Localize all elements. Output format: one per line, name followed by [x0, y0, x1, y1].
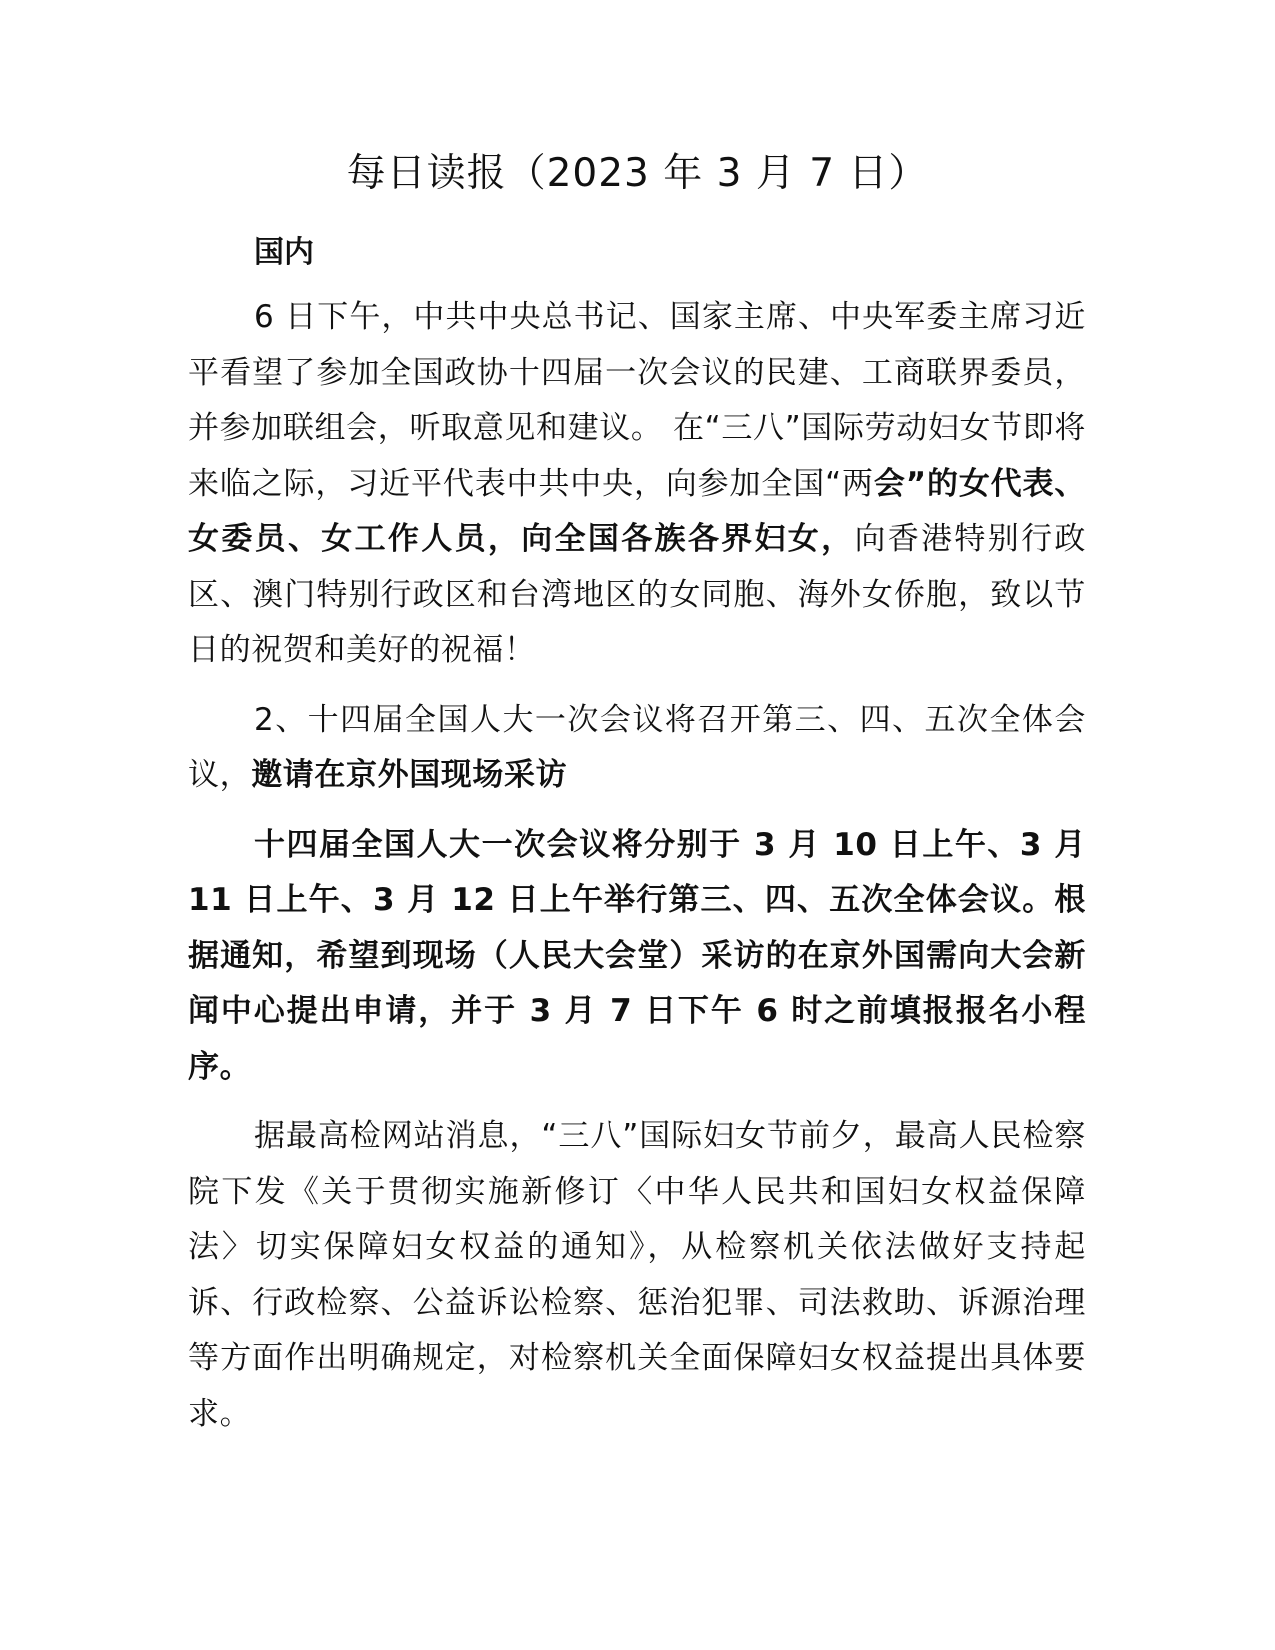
paragraph-1	[188, 290, 1086, 679]
paragraph-4	[188, 1109, 1086, 1442]
paragraph-1-text-a: 6 日下午，中共中央总书记、国家主席、中央军委主席习近平看望了参加全国政协十四届一次会议的民建、工商联界委员，并参加联组会，听取意见和建议。 在“三八”国际劳动妇女节即将来临之际，习近平代表中共中央，向参加全国“两	[188, 299, 1086, 502]
paragraph-2	[188, 693, 1086, 804]
paragraph-2-text-b: 邀请在京外国现场采访	[251, 757, 568, 793]
section-heading-domestic: 国内	[254, 235, 314, 270]
paragraph-4-text: 据最高检网站消息，“三八”国际妇女节前夕，最高人民检察院下发《关于贯彻实施新修订〈中华人民共和国妇女权益保障法〉切实保障妇女权益的通知》，从检察机关依法做好支持起诉、行政检察、公益诉讼检察、惩治犯罪、司法救助、诉源治理等方面作出明确规定，对检察机关全面保障妇女权益提出具体要求。	[188, 1118, 1086, 1432]
paragraph-1-text-c: 向香港特别行政区、澳门特别行政区和台湾地区的女同胞、海外女侨胞，致以节日的祝贺和美好的祝福！	[188, 521, 1087, 668]
paragraph-1-text-b: 会”的女代表、女委员、女工作人员，向全国各族各界妇女，	[188, 465, 1086, 557]
document-body	[188, 232, 1086, 1456]
paragraph-3-text: 十四届全国人大一次会议将分别于 3 月 10 日上午、3 月 11 日上午、3 月 12 日上午举行第三、四、五次全体会议。根据通知，希望到现场（人民大会堂）采访的在京外国需向大会新闻中心提出申请，并于 3 月 7 日下午 6 时之前填报报名小程序。	[188, 826, 1086, 1085]
page-title: 每日读报（2023 年 3 月 7 日）	[346, 151, 929, 196]
paragraph-2-text-a: 2、十四届全国人大一次会议将召开第三、四、五次全体会议，	[188, 701, 1086, 793]
paragraph-3	[188, 818, 1086, 1096]
